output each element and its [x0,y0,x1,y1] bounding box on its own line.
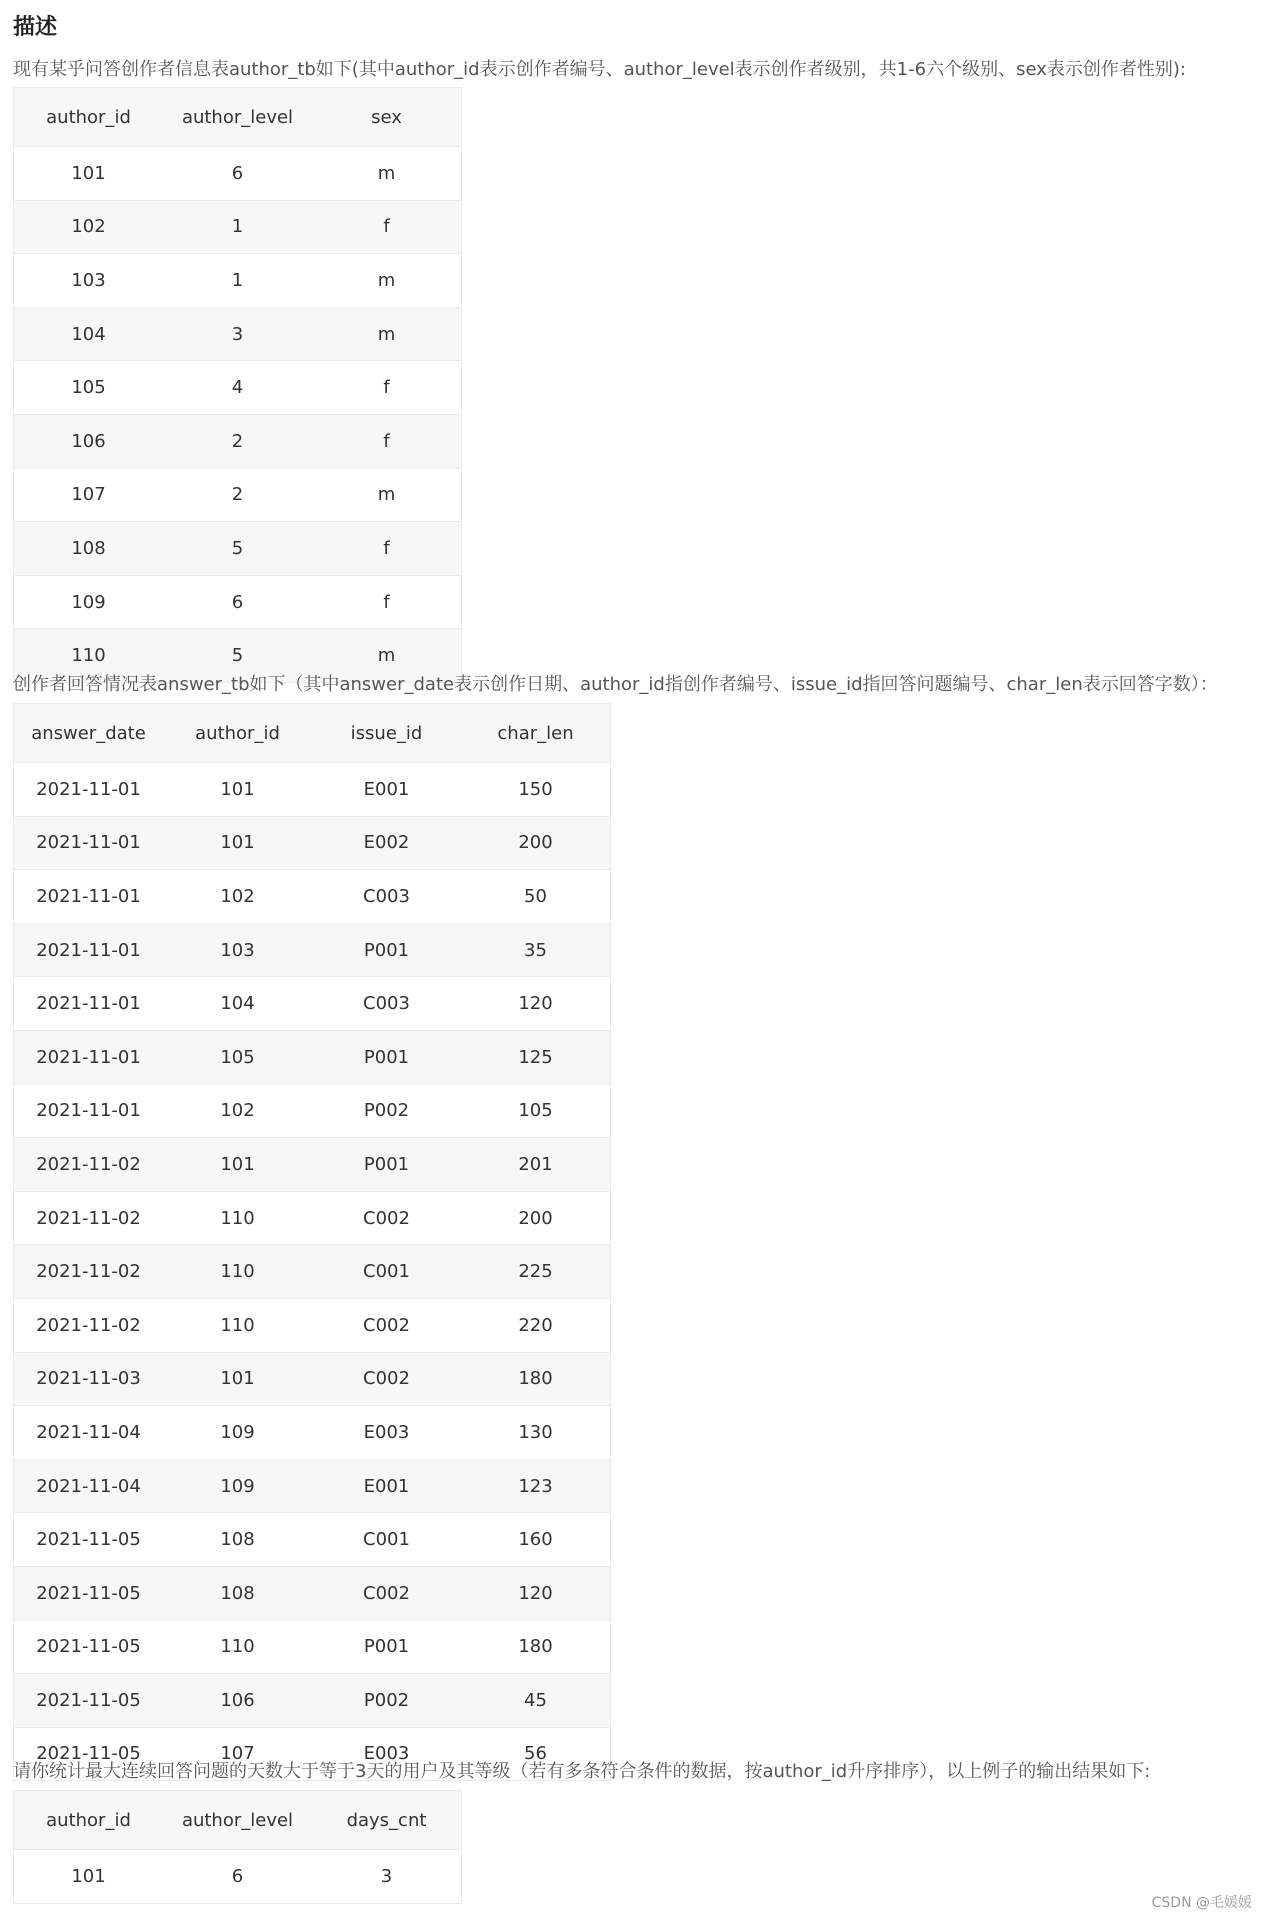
author-tb-table [13,87,462,683]
cell-author-id: 102 [14,200,164,254]
cell-author-id: 101 [163,1352,312,1406]
task-description: 请你统计最大连续回答问题的天数大于等于3天的用户及其等级（若有多条符合条件的数据，按author_id升序排序），以上例子的输出结果如下: [13,1761,1151,1782]
column-header-sex: sex [312,88,462,147]
table-row [14,816,611,870]
cell-answer-date: 2021-11-01 [14,1084,164,1138]
cell-author-id: 101 [14,1850,164,1904]
cell-char-len: 180 [461,1352,611,1406]
cell-char-len: 150 [461,763,611,817]
cell-char-len: 123 [461,1459,611,1513]
cell-char-len: 160 [461,1513,611,1567]
cell-author-id: 108 [163,1513,312,1567]
column-header-days-cnt: days_cnt [312,1791,462,1850]
table-row [14,147,462,201]
cell-answer-date: 2021-11-04 [14,1459,164,1513]
cell-sex: m [312,147,462,201]
cell-answer-date: 2021-11-05 [14,1727,164,1781]
cell-author-level: 5 [163,629,312,683]
cell-author-id: 108 [14,522,164,576]
cell-char-len: 120 [461,1566,611,1620]
cell-issue-id: E001 [312,763,461,817]
column-header-author-id: author_id [14,1791,164,1850]
cell-days-cnt: 3 [312,1850,462,1904]
cell-char-len: 200 [461,1191,611,1245]
cell-author-id: 104 [163,977,312,1031]
cell-author-level: 6 [163,575,312,629]
cell-author-id: 101 [14,147,164,201]
cell-sex: m [312,254,462,308]
cell-answer-date: 2021-11-05 [14,1674,164,1728]
cell-answer-date: 2021-11-01 [14,763,164,817]
cell-author-id: 105 [14,361,164,415]
cell-author-id: 101 [163,816,312,870]
cell-sex: f [312,522,462,576]
table-row [14,575,462,629]
cell-answer-date: 2021-11-01 [14,977,164,1031]
cell-author-id: 110 [163,1298,312,1352]
cell-sex: m [312,629,462,683]
table-row [14,1459,611,1513]
cell-issue-id: C002 [312,1191,461,1245]
cell-answer-date: 2021-11-02 [14,1138,164,1192]
cell-author-id: 109 [163,1406,312,1460]
table-row [14,200,462,254]
cell-issue-id: P001 [312,1030,461,1084]
result-table [13,1790,462,1904]
cell-issue-id: E002 [312,816,461,870]
cell-char-len: 125 [461,1030,611,1084]
table-row [14,1513,611,1567]
table-row [14,763,611,817]
table-row [14,1191,611,1245]
table-row [14,1352,611,1406]
column-header-issue-id: issue_id [312,704,461,763]
cell-char-len: 200 [461,816,611,870]
cell-issue-id: C003 [312,977,461,1031]
cell-author-level: 6 [163,147,312,201]
column-header-answer-date: answer_date [14,704,164,763]
column-header-author-id: author_id [14,88,164,147]
table-row [14,1030,611,1084]
cell-author-level: 1 [163,200,312,254]
cell-issue-id: C002 [312,1566,461,1620]
cell-issue-id: P002 [312,1674,461,1728]
cell-sex: f [312,414,462,468]
cell-answer-date: 2021-11-01 [14,923,164,977]
cell-issue-id: C002 [312,1298,461,1352]
cell-issue-id: P001 [312,923,461,977]
cell-char-len: 225 [461,1245,611,1299]
table-row [14,1298,611,1352]
cell-author-id: 110 [163,1245,312,1299]
cell-author-id: 101 [163,1138,312,1192]
cell-author-id: 103 [163,923,312,977]
cell-char-len: 45 [461,1674,611,1728]
cell-answer-date: 2021-11-01 [14,816,164,870]
cell-issue-id: C002 [312,1352,461,1406]
cell-author-id: 109 [163,1459,312,1513]
cell-author-level: 5 [163,522,312,576]
cell-issue-id: P001 [312,1138,461,1192]
author-table-description: 现有某乎问答创作者信息表author_tb如下(其中author_id表示创作者编号、author_level表示创作者级别，共1-6六个级别、sex表示创作者性别): [13,59,1186,80]
cell-answer-date: 2021-11-02 [14,1245,164,1299]
cell-sex: f [312,575,462,629]
cell-answer-date: 2021-11-05 [14,1566,164,1620]
cell-char-len: 105 [461,1084,611,1138]
cell-issue-id: C003 [312,870,461,924]
table-row [14,1084,611,1138]
cell-author-id: 107 [163,1727,312,1781]
cell-author-id: 102 [163,1084,312,1138]
table-row [14,307,462,361]
cell-author-level: 2 [163,414,312,468]
section-heading: 描述 [13,15,58,40]
cell-char-len: 50 [461,870,611,924]
cell-issue-id: E001 [312,1459,461,1513]
cell-answer-date: 2021-11-05 [14,1620,164,1674]
csdn-watermark: CSDN @毛媛媛 [1151,1895,1252,1911]
cell-issue-id: P001 [312,1620,461,1674]
cell-sex: m [312,468,462,522]
cell-char-len: 35 [461,923,611,977]
table-header-row [14,704,611,763]
table-row [14,870,611,924]
table-row [14,468,462,522]
cell-answer-date: 2021-11-05 [14,1513,164,1567]
cell-author-level: 3 [163,307,312,361]
cell-author-level: 2 [163,468,312,522]
cell-issue-id: C001 [312,1513,461,1567]
table-row [14,361,462,415]
cell-author-level: 4 [163,361,312,415]
table-row [14,1406,611,1460]
cell-answer-date: 2021-11-01 [14,1030,164,1084]
cell-author-id: 110 [163,1191,312,1245]
cell-char-len: 220 [461,1298,611,1352]
cell-author-id: 102 [163,870,312,924]
cell-author-id: 110 [163,1620,312,1674]
answer-tb-table [13,703,611,1781]
cell-answer-date: 2021-11-01 [14,870,164,924]
cell-author-id: 109 [14,575,164,629]
cell-author-id: 101 [163,763,312,817]
column-header-author-level: author_level [163,88,312,147]
cell-sex: f [312,361,462,415]
cell-sex: f [312,200,462,254]
cell-char-len: 120 [461,977,611,1031]
cell-author-id: 106 [163,1674,312,1728]
table-row [14,923,611,977]
cell-answer-date: 2021-11-04 [14,1406,164,1460]
table-row [14,1674,611,1728]
cell-author-level: 1 [163,254,312,308]
cell-char-len: 180 [461,1620,611,1674]
table-row [14,522,462,576]
table-row [14,414,462,468]
column-header-author-level: author_level [163,1791,312,1850]
column-header-author-id: author_id [163,704,312,763]
cell-author-id: 110 [14,629,164,683]
cell-author-level: 6 [163,1850,312,1904]
table-row [14,254,462,308]
table-row [14,1138,611,1192]
column-header-char-len: char_len [461,704,611,763]
cell-author-id: 103 [14,254,164,308]
table-header-row [14,88,462,147]
cell-sex: m [312,307,462,361]
table-row [14,1850,462,1904]
cell-char-len: 201 [461,1138,611,1192]
cell-answer-date: 2021-11-02 [14,1298,164,1352]
table-row [14,1566,611,1620]
cell-author-id: 106 [14,414,164,468]
cell-char-len: 56 [461,1727,611,1781]
table-row [14,977,611,1031]
table-row [14,1245,611,1299]
cell-answer-date: 2021-11-02 [14,1191,164,1245]
table-row [14,1620,611,1674]
cell-answer-date: 2021-11-03 [14,1352,164,1406]
cell-author-id: 105 [163,1030,312,1084]
cell-issue-id: E003 [312,1727,461,1781]
cell-issue-id: E003 [312,1406,461,1460]
cell-author-id: 108 [163,1566,312,1620]
cell-author-id: 107 [14,468,164,522]
table-header-row [14,1791,462,1850]
answer-table-description: 创作者回答情况表answer_tb如下（其中answer_date表示创作日期、author_id指创作者编号、issue_id指回答问题编号、char_len表示回答字数）： [13,674,1218,695]
cell-issue-id: C001 [312,1245,461,1299]
cell-author-id: 104 [14,307,164,361]
cell-issue-id: P002 [312,1084,461,1138]
cell-char-len: 130 [461,1406,611,1460]
